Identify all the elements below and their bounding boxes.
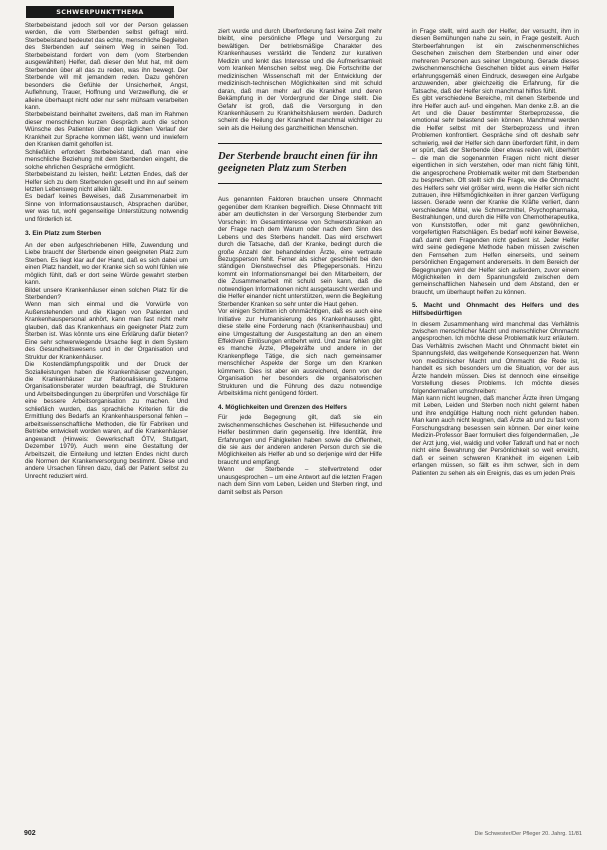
section-heading: 5. Macht und Ohnmacht des Helfers und des Hilfsbedürftigen xyxy=(412,302,579,317)
paragraph: Schließlich erfordert Sterbebeistand, daß man eine menschliche Beziehung mit dem Sterbenden eingeht, die solche ehrlichen Gespräche ermöglicht. xyxy=(25,148,188,171)
paragraph: Sterbebeistand beinhaltet zweitens, daß man im Rahmen dieser menschlichen kurzen Gespräch auch die schon Wünsche des Patienten über den täglichen Verlauf der Krankheit zur Sprache kommen läßt, wenn und inwiefern den Kranken damit geholfen ist. xyxy=(25,111,188,149)
paragraph: Sterbebeistand zu leisten, heißt: Letzten Endes, daß der Helfer sich zu dem Sterbenden gesellt und ihn auf seinem letzten Lebensweg nicht allein läßt. xyxy=(25,171,188,193)
paragraph: Wenn der Sterbende – stellvertretend oder unausgesprochen – um eine Antwort auf die letzten Fragen nach dem Sinn vom Leben, Leiden und Sterben ringt, und damit selbst als Person xyxy=(218,466,382,496)
pull-quote: Der Sterbende braucht einen für ihn geeigneten Platz zum Sterben xyxy=(218,143,382,184)
paragraph: in Frage stellt, wird auch der Helfer, der versucht, ihm in diesen Bemühungen nahe zu sein, in Frage gestellt. Auch Sterbeerfahrungen ist ein zwischenmenschliches Geschehen zwischen dem Sterbenden und einer oder mehreren Personen aus seiner Umgebung. Gerade dieses zwischenmenschliche Geschehen bildet aus einem Helfer erfahrungsgemäß einen Eindruck, deswegen eine Aufgabe anzuwenden, aber gleichzeitig die Erfahrung, für die Tatsache, daß der Helfer sich manchmal hilflos fühlt. xyxy=(412,28,579,95)
paragraph: ziert wurde und durch Überforderung fast keine Zeit mehr bleibt, eine persönliche Pflege und Versorgung zu bewältigen. Der betriebsmäßige Charakter des Krankenhauses verstärkt die Tendenz zur kurativen Medizin und lenkt das Interesse und die Aufmerksamkeit vom kranken Menschen selbst weg. Die Fortschritte der medizinischen Wissenschaft mit der Entwicklung der medizinisch-technischen Möglichkeiten sind mit schuld daran, daß man mehr auf die Krankheit und deren Bekämpfung in der Vordergrund der Dinge stellt. Die Gefahr ist groß, daß die Versorgung in den Krankenhäusern zu Krankheitshäusern werden. Dadurch scheint die Heilung der Krankheit manchmal wichtiger zu sein als die Heilung des ganzheitlichen Menschen. xyxy=(218,28,382,132)
journal-footer: Die Schwester/Der Pfleger 20. Jahrg. 11/81 xyxy=(474,831,582,837)
column-2 xyxy=(218,28,382,835)
paragraph: Die Kostendämpfungspolitik und der Druck der Sozialleistungen haben die Krankenhäuser gezwungen, die Krankenhäuser zur Rationalisierung. Externe Organisationsberater wurden beauftragt, die Strukturen und Arbeitsbedingungen zu überprüfen und Vorschläge für eine bessere Arbeitsorganisation zu machen. Und schließlich wurden, das sprachliche Kriterien für die Ermittlung des Bedarfs an Krankenhauspersonal fehlen – arbeitswissenschaftliche Methoden, die für Fabriken und Betriebe entwickelt worden waren, auf die Krankenhäuser angewandt (Hinweis: Gewerkschaft ÖTV, Stuttgart, Dezember 1979). Auch wenn eine Gestaltung der Arbeitszeit, die Einteilung und letzten Endes nicht durch die Normen der Krankenversorgung bestimmt. Diese und andere Ursachen führen dazu, daß der Patient selbst zu Unrecht reduziert wird. xyxy=(25,361,188,480)
paragraph: Aus genannten Faktoren brauchen unsere Ohnmacht gegenüber dem Kranken begreiflich. Diese Ohnmacht tritt aber am deutlichsten in der Versorgung Sterbender zum Vorschein: Im Gesamtinteresse von Schwerstkranken an der Frage nach dem Warum oder nach dem Sinn des Lebens und des Sterbens handelt. Das wird erschwert durch die Tatsache, daß der Kranke, bedingt durch die große Anzahl der behandelnden Ärzte, eine vertraute Bezugsperson fehlt. Ferner als sicher geschieht bei den ständigen Dienstwechsel des Pflegepersonals. Hinzu kommt ein Informationsmangel bei den Mitarbeitern, der die Zusammenarbeit mit schuld sein kann, daß die notwendigen Informationen nicht ausgetauscht werden und die Helfer einander nicht unterstützen, wenn die Begleitung Sterbender Kranken so sehr unter die Haut gehen. xyxy=(218,196,382,308)
paragraph: Vor einigen Schritten ich ohnmächtigen, daß es auch eine Initiative zur Humanisierung des Krankenhauses gibt, diese stelle eine Forderung nach (Krankenhausbau) und eine Umgestaltung der Ausgestaltung an den an einem Effektiven Einlösungen entbehrt wird. Und zwar fehlen gibt es manche Ärzte, Pflegekräfte und andere in der Krankenpflege Tätige, die sich nach gemeinsamer menschlicher Aspekte der Sorge um den Kranken kümmern. Dies ist aber ein ausreichend, denn von der Organisation her besonders die organisatorischen Strukturen und die Führung des dazu notwendige Arbeitsklima nicht genügend fördert. xyxy=(218,308,382,398)
paragraph: In diesem Zusammenhang wird manchmal das Verhältnis zwischen menschlicher Macht und menschlicher Ohnmacht angesprochen. Ich möchte diese Problematik kurz erläutern. Das Verhältnis zwischen Macht und Ohnmacht bietet ein Spannungsfeld, das weitgehende Konsequenzen hat. Wenn von medizinischer Macht und Ohnmacht die Rede ist, handelt es sich besonders um die Situation, vor der aus Ärzte handeln müssen. Dies ist dennoch eine einseitige Vorstellung dieses Problems. Ich möchte dieses folgendermaßen umschreiben: xyxy=(412,320,579,395)
paragraph: Wenn man sich einmal und die Vorwürfe von Außenstehenden und die Klagen von Patienten und Krankenhauspersonal anhört, kann man fast nicht mehr glauben, daß das Krankenhaus ein geeigneter Platz zum Sterben ist. Was könnte uns eine Erklärung dafür bieten? Eine sehr schwerwiegende Ursache liegt in dem System des Gesundheitswesens und in der Organisation und Struktur der Krankenhäuser. xyxy=(25,301,188,361)
column-1 xyxy=(25,22,188,829)
paragraph: An der eben aufgeschriebenen Hilfe, Zuwendung und Liebe braucht der Sterbende einen geeigneten Platz zum Sterben. Es liegt klar auf der Hand, daß es sich dabei um einen Platz handelt, wo der Kranke sich so wohl fühlen wie möglich fühlt, daß er dort seine Würde gewahrt sterben kann. xyxy=(25,241,188,287)
paragraph: Man kann nicht leugnen, daß mancher Ärzte ihren Umgang mit Leben, Leiden und Sterben noch nicht gelernt haben und ihre endgültige Haltung noch nicht gefunden haben. Man kann auch nicht leugnen, daß Ärzte ab und zu fast vom Forschungsdrang besessen sein können. Der einer keine Medizin-Professor Baer formuliert dies folgendermaßen, „Je der Arzt jung, viel, waldig und voller Tatkraft und hat er noch nicht eine Bewahrung der Persönlichkeit so weit erreicht, daß er seinen schweren Krankheit im eigenen Leib erfangen müssen, so fällt es ihm schwer, sich in dem Patienten zu sehen als ein Ereignis, das es um jeden Preis xyxy=(412,395,579,477)
section-heading: 3. Ein Platz zum Sterben xyxy=(25,230,102,238)
paragraph: Sterbebeistand jedoch soll vor der Person gelassen werden, die vom Sterbenden selbst gefragt wird. Sterbebeistand bedeutet das echte, menschliche Begleiten des Sterbenden auf seinem Weg in seinen Tod. Sterbebeistand fordert von dem (vom Sterbenden ausgewählten) Helfer, daß dieser den Mut hat, mit dem Sterbenden über all das zu reden, was ihn bewegt. Der Sterbende will mit jemandem reden. Dazu gehören besonders die Gefühle der Unsicherheit, Angst, Auflehnung, Trauer, Hoffnung und Verzweiflung, die er alleine überhaupt nicht oder nur sehr mühsam verarbeiten kann. xyxy=(25,22,188,111)
column-3 xyxy=(412,28,579,835)
paragraph: Für jede Begegnung gilt, daß sie ein zwischenmenschliches Geschehen ist. Hilfesuchende und Helfer bestimmen darin gegenseitig. Ihre Identität, ihre Erfahrungen und Fähigkeiten haben sowie die Offenheit, die sie aus der anderen anderen Person durch sie die Möglichkeiten als Helfer ab und so derjenige wird der Hilfe braucht und empfängt. xyxy=(218,414,382,466)
section-tag: SCHWERPUNKTTHEMA xyxy=(26,6,174,18)
paragraph: Es gibt verschiedene Bereiche, mit denen Sterbende und ihre Helfer auch auf- und eingehen. Man denke z.B. an die Art und die Dauer bestimmter Sterbeprozesse, die emotional sehr belastend sein können. Manchmal werden die Helfer selbst mit der Sterbeprozess und ihren Problemen konfrontiert. Gespräche sind oft deshalb sehr schwierig, weil der Helfer sich dann überfordert fühlt, in dem er spürt, daß der Sterbende über etwas reden will, überhört – die man die sogenannten Fragen nicht nicht dieser eigentlichen in sich verstehen, oder man nicht fähig fühlt, die angesprochene Problematik weiter mit dem Sterbenden zu besprechen. Oft stellt sich die Frage, wie die Ohnmacht des Helfers sehr viel größer wird, wenn die Helfer sich nicht zutrauen, ihre Hilfsmöglichkeiten in ihrer ganzen Verfügung lassen. Gerade wenn der Kranke die Kräfte verliert, dann verschiedene Mittel, wie Schmerzmittel, Psychopharmaka, Bestrahlungen, und durch die Hilfe von Chemotherapeutika, von Kunststoffen, oder mit ganz gewöhnlichen, vorgefertigten Ratschlägen. Es bedarf wohl keiner Beweise, daß damit dem Fragenden nicht gedient ist. Jeder Helfer wird seine gediegene Methode haben müssen zwischen den Fernsehen zum Helfen einerseits, und seinem persönlichen Engagement andererseits. In dem Bereich der Begegnungen wird der Helfer sich außerdem, zuvor einem Möglichkeiten in dem Spannungsfeld zwischen dem gemeinschaftlichen Nahesein und dem Abstand, den er braucht, um überhaupt helfen zu können. xyxy=(412,95,579,296)
paragraph: Es bedarf keines Beweises, daß Zusammenarbeit im Sinne von Informationsaustausch, Absprachen darüber, wer was tut, wohl gegenseitige Unterstützung notwendig und förderlich ist. xyxy=(25,193,188,223)
page-number: 902 xyxy=(24,830,36,837)
section-heading: 4. Möglichkeiten und Grenzen des Helfers xyxy=(218,403,347,411)
paragraph: Bildet unsere Krankenhäuser einen solchen Platz für die Sterbenden? xyxy=(25,286,188,301)
